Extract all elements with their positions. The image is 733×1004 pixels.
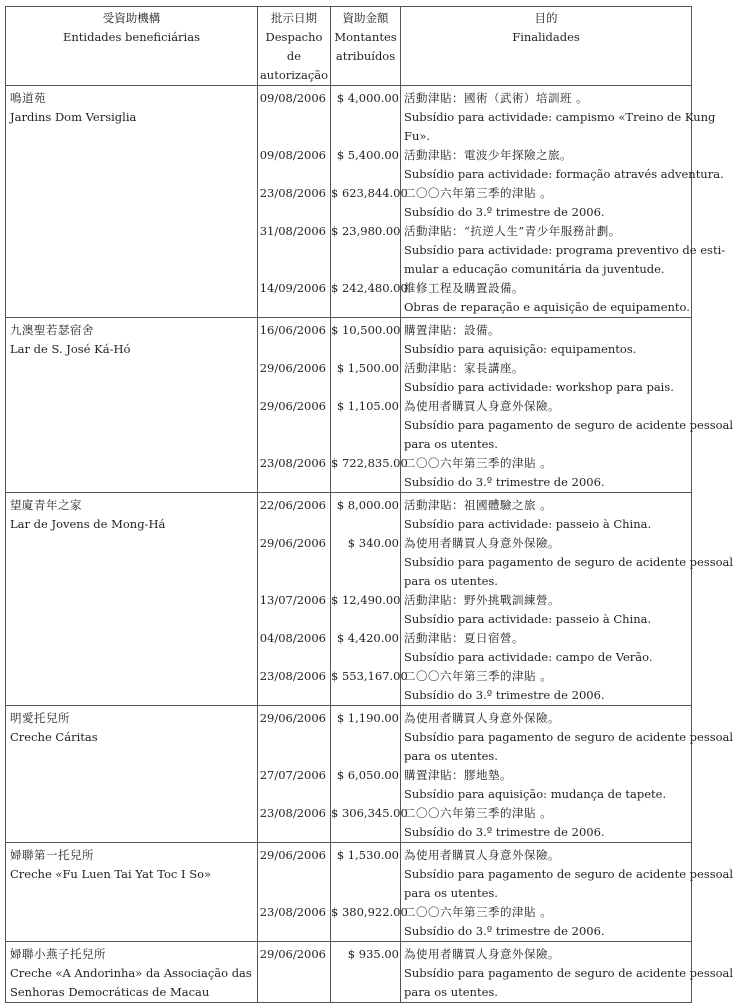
entity-name-pt: Senhoras Democráticas de Macau [10,985,210,999]
spacer [258,165,326,184]
spacer [258,260,326,279]
subsidy-amount: $ 4,420.00 [336,631,399,645]
authorization-date: 29/06/2006 [259,711,326,725]
authorization-date: 13/07/2006 [259,593,326,607]
spacer [331,865,399,884]
spacer [331,747,399,766]
purpose-line: 為使用者購買人身意外保險。 [404,711,560,725]
amount-cell [331,706,408,843]
authorization-date: 23/08/2006 [259,905,326,919]
table-group [6,86,726,318]
header-date-pt1: Despacho de [265,30,323,63]
entity-name-zh: 鳴道苑 [10,91,46,105]
purpose-cell [401,493,733,706]
header-amount-pt2: atribuídos [335,49,396,63]
purpose-line: 為使用者購買人身意外保險。 [404,947,560,961]
authorization-date: 04/08/2006 [259,631,326,645]
spacer [258,865,326,884]
purpose-line: Subsídio para pagamento de seguro de acidente pessoal [404,966,733,980]
purpose-line: 活動津貼：祖國體驗之旅 。 [404,498,553,512]
spacer [331,203,399,222]
spacer [331,648,399,667]
spacer [258,823,326,842]
spacer [258,298,326,317]
authorization-date: 23/08/2006 [259,669,326,683]
date-cell [258,942,331,1003]
subsidy-amount: $ 623,844.00 [331,186,408,200]
spacer [258,241,326,260]
spacer [331,686,399,705]
purpose-line: para os utentes. [404,749,498,763]
table-row [6,493,692,706]
entity-name-zh: 婦聯小燕子托兒所 [10,947,106,961]
header-date [258,7,331,86]
entity-name-pt: Lar de S. José Ká-Hó [10,342,131,356]
spacer [258,922,326,941]
subsidy-amount: $ 1,105.00 [336,399,399,413]
purpose-line: Subsídio para pagamento de seguro de acidente pessoal [404,730,733,744]
spacer [331,473,399,492]
subsidy-table [5,6,733,1003]
purpose-line: 購置津貼：設備。 [404,323,500,337]
spacer [331,241,399,260]
subsidy-amount: $ 6,050.00 [336,768,399,782]
header-entities [6,7,258,86]
purpose-line: 購置津貼：膠地墊。 [404,768,512,782]
purpose-line: Obras de reparação e aquisição de equipamento. [404,300,690,314]
purpose-line: Subsídio para actividade: formação através adventura. [404,167,724,181]
purpose-line: para os utentes. [404,437,498,451]
authorization-date: 29/06/2006 [259,536,326,550]
purpose-line: Subsídio do 3.º trimestre de 2006. [404,924,605,938]
spacer [258,340,326,359]
table-group [6,942,733,1003]
amount-cell [331,493,408,706]
spacer [258,108,326,127]
purpose-line: para os utentes. [404,886,498,900]
subsidy-amount: $ 242,480.00 [331,281,408,295]
subsidy-amount: $ 306,345.00 [331,806,408,820]
table-group [6,843,733,942]
subsidy-amount: $ 12,490.00 [331,593,401,607]
spacer [331,416,399,435]
header-date-zh: 批示日期 [271,11,317,25]
subsidy-amount: $ 553,167.00 [331,669,408,683]
spacer [331,378,399,397]
purpose-line: Subsídio para aquisição: equipamentos. [404,342,637,356]
subsidy-amount: $ 10,500.00 [331,323,401,337]
entity-cell [6,493,258,706]
spacer [258,884,326,903]
subsidy-amount: $ 722,835.00 [331,456,408,470]
purpose-line: Subsídio para pagamento de seguro de acidente pessoal [404,555,733,569]
spacer [331,553,399,572]
table-row [6,942,692,1003]
spacer [331,823,399,842]
spacer [258,553,326,572]
header-purpose-zh: 目的 [534,11,558,25]
purpose-line: 二〇〇六年第三季的津貼 。 [404,905,553,919]
header-amount [331,7,401,86]
purpose-line: 二〇〇六年第三季的津貼 。 [404,186,553,200]
authorization-date: 29/06/2006 [259,848,326,862]
purpose-line: 活動津貼：家長講座。 [404,361,524,375]
table-row [6,86,692,318]
spacer [258,416,326,435]
spacer [258,473,326,492]
entity-name-pt: Jardins Dom Versiglia [10,110,137,124]
header-entities-zh: 受資助機構 [102,11,161,25]
purpose-line: Subsídio do 3.º trimestre de 2006. [404,205,605,219]
authorization-date: 14/09/2006 [259,281,326,295]
spacer [258,435,326,454]
purpose-line: mular a educação comunitária da juventude. [404,262,665,276]
spacer [331,922,399,941]
purpose-line: Fu». [404,129,431,143]
header-entities-pt: Entidades beneficiárias [62,30,200,44]
authorization-date: 27/07/2006 [259,768,326,782]
spacer [258,203,326,222]
purpose-line: 二〇〇六年第三季的津貼 。 [404,456,553,470]
header-amount-pt1: Montantes [334,30,397,44]
purpose-line: 活動津貼：國術（武術）培訓班 。 [404,91,589,105]
purpose-line: Subsídio para actividade: passeio à China. [404,517,652,531]
table-row [6,706,692,843]
purpose-line: 活動津貼：野外挑戰訓練營。 [404,593,560,607]
header-amount-zh: 資助金額 [342,11,389,25]
amount-cell [331,318,408,493]
entity-cell [6,706,258,843]
date-cell [258,318,331,493]
purpose-line: Subsídio para pagamento de seguro de acidente pessoal [404,867,733,881]
spacer [258,964,326,983]
purpose-line: 活動津貼：“抗逆人生”青少年服務計劃。 [404,224,621,238]
spacer [331,108,399,127]
purpose-line: 為使用者購買人身意外保險。 [404,536,560,550]
spacer [258,378,326,397]
spacer [331,728,399,747]
entity-cell [6,843,258,942]
entity-name-pt: Creche «Fu Luen Tai Yat Toc I So» [10,867,212,881]
entity-name-pt: Creche Cáritas [10,730,98,744]
spacer [331,884,399,903]
amount-cell [331,843,408,942]
table-row [6,843,692,942]
table-header [6,7,692,86]
date-cell [258,843,331,942]
authorization-date: 29/06/2006 [259,947,326,961]
spacer [331,127,399,146]
spacer [331,610,399,629]
authorization-date: 31/08/2006 [259,224,326,238]
purpose-line: 二〇〇六年第三季的津貼 。 [404,806,553,820]
spacer [258,515,326,534]
subsidy-amount: $ 8,000.00 [336,498,399,512]
spacer [258,127,326,146]
purpose-line: Subsídio para actividade: campismo «Treino de Kung [404,110,716,124]
purpose-line: 活動津貼：電波少年探險之旅。 [404,148,572,162]
spacer [258,686,326,705]
table-group [6,493,733,706]
date-cell [258,86,331,318]
date-cell [258,706,331,843]
purpose-line: Subsídio do 3.º trimestre de 2006. [404,688,605,702]
purpose-cell [401,706,733,843]
subsidy-amount: $ 380,922.00 [331,905,408,919]
purpose-line: para os utentes. [404,985,498,999]
purpose-cell [401,86,726,318]
spacer [258,648,326,667]
header-date-pt2: autorização [259,68,329,82]
spacer [258,785,326,804]
authorization-date: 16/06/2006 [259,323,326,337]
table-row [6,318,692,493]
entity-name-zh: 明愛托兒所 [10,711,70,725]
purpose-line: Subsídio para actividade: passeio à China. [404,612,652,626]
entity-cell [6,86,258,318]
purpose-line: 維修工程及購置設備。 [404,281,524,295]
purpose-cell [401,843,733,942]
purpose-line: Subsídio para actividade: workshop para pais. [404,380,674,394]
purpose-line: para os utentes. [404,574,498,588]
table-group [6,706,733,843]
authorization-date: 29/06/2006 [259,361,326,375]
subsidy-amount: $ 1,530.00 [336,848,399,862]
authorization-date: 09/08/2006 [259,148,326,162]
spacer [331,785,399,804]
authorization-date: 22/06/2006 [259,498,326,512]
spacer [331,260,399,279]
entity-cell [6,942,258,1003]
subsidy-amount: $ 1,190.00 [336,711,399,725]
date-cell [258,493,331,706]
amount-cell [331,942,401,1003]
authorization-date: 23/08/2006 [259,456,326,470]
entity-name-pt: Lar de Jovens de Mong-Há [10,517,166,531]
subsidy-amount: $ 935.00 [347,947,399,961]
purpose-line: Subsídio do 3.º trimestre de 2006. [404,475,605,489]
spacer [258,728,326,747]
authorization-date: 23/08/2006 [259,186,326,200]
entity-name-zh: 望廈青年之家 [10,498,82,512]
authorization-date: 29/06/2006 [259,399,326,413]
header-purpose-pt: Finalidades [512,30,580,44]
authorization-date: 09/08/2006 [259,91,326,105]
entity-name-pt: Creche «A Andorinha» da Associação das [10,966,252,980]
purpose-line: 為使用者購買人身意外保險。 [404,399,560,413]
spacer [258,747,326,766]
purpose-cell [401,318,733,493]
spacer [331,515,399,534]
entity-cell [6,318,258,493]
purpose-line: Subsídio para actividade: programa preventivo de esti- [404,243,726,257]
subsidy-amount: $ 23,980.00 [331,224,401,238]
spacer [331,572,399,591]
spacer [331,165,399,184]
spacer [331,298,399,317]
amount-cell [331,86,408,318]
spacer [331,983,399,1002]
header-purpose [401,7,692,86]
subsidy-amount: $ 340.00 [347,536,399,550]
spacer [331,964,399,983]
purpose-line: 二〇〇六年第三季的津貼 。 [404,669,553,683]
entity-name-zh: 婦聯第一托兒所 [10,848,94,862]
purpose-line: 活動津貼：夏日宿營。 [404,631,524,645]
purpose-cell [401,942,733,1003]
authorization-date: 23/08/2006 [259,806,326,820]
purpose-line: Subsídio do 3.º trimestre de 2006. [404,825,605,839]
subsidy-amount: $ 5,400.00 [336,148,399,162]
purpose-line: Subsídio para aquisição: mudança de tapete. [404,787,667,801]
spacer [331,340,399,359]
spacer [258,610,326,629]
purpose-line: 為使用者購買人身意外保險。 [404,848,560,862]
subsidy-amount: $ 4,000.00 [336,91,399,105]
spacer [258,572,326,591]
spacer [258,983,326,1002]
spacer [331,435,399,454]
subsidy-amount: $ 1,500.00 [336,361,399,375]
purpose-line: Subsídio para actividade: campo de Verão. [404,650,653,664]
entity-name-zh: 九澳聖若瑟宿舍 [10,323,94,337]
purpose-line: Subsídio para pagamento de seguro de acidente pessoal [404,418,733,432]
table-group [6,318,733,493]
